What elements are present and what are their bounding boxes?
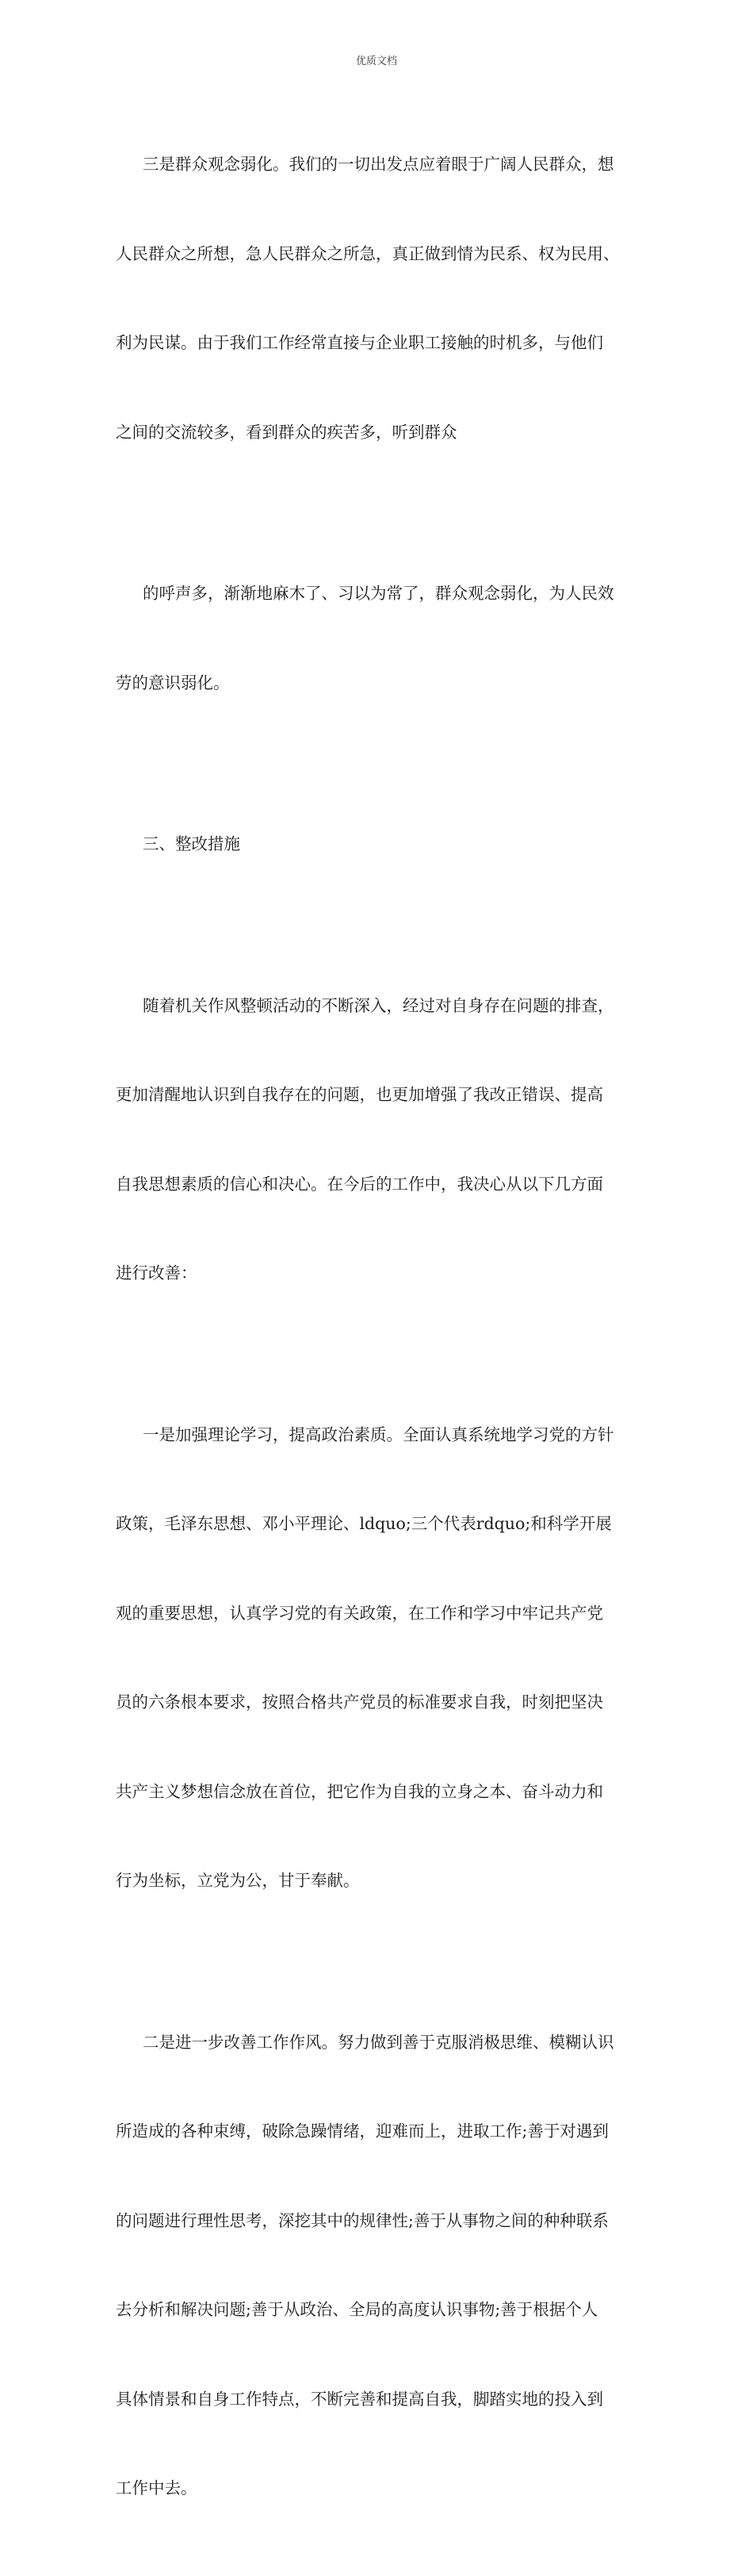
text-line: 行为坐标，立党为公，甘于奉献。 — [116, 1871, 360, 1890]
text-line: 之间的交流较多，看到群众的疾苦多，听到群众 — [116, 422, 457, 442]
section-heading: 三、整改措施 — [143, 834, 240, 853]
text-line: 共产主义梦想信念放在首位，把它作为自我的立身之本、奋斗动力和 — [116, 1781, 603, 1801]
text-line: 进行改善： — [116, 1263, 197, 1282]
text-line: 观的重要思想，认真学习党的有关政策，在工作和学习中牢记共产党 — [116, 1603, 603, 1623]
text-line: 员的六条根本要求，按照合格共产党员的标准要求自我，时刻把坚决 — [116, 1692, 603, 1712]
text-line: 去分析和解决问题;善于从政治、全局的高度认识事物;善于根据个人 — [116, 2300, 598, 2319]
text-line: 工作中去。 — [116, 2478, 197, 2497]
text-line: 的呼声多，渐渐地麻木了、习以为常了，群众观念弱化，为人民效 — [143, 584, 614, 603]
text-line: 所造成的各种束缚，破除急躁情绪，迎难而上，进取工作;善于对遇到 — [116, 2122, 609, 2141]
paragraph-continuation — [116, 519, 640, 757]
text-line: 劳的意识弱化。 — [116, 673, 230, 692]
text-line: 一是加强理论学习，提高政治素质。全面认真系统地学习党的方针 — [143, 1424, 614, 1444]
text-line: 随着机关作风整顿活动的不断深入，经过对自身存在问题的排查， — [143, 995, 614, 1015]
text-line: 自我思想素质的信心和决心。在今后的工作中，我决心从以下几方面 — [116, 1174, 603, 1194]
text-line: 政策，毛泽东思想、邓小平理论、ldquo;三个代表rdquo;和科学开展 — [116, 1514, 612, 1533]
text-line: 三是群众观念弱化。我们的一切出发点应着眼于广阔人民群众，想 — [143, 155, 614, 174]
paragraph-theory-study — [116, 1361, 640, 1956]
page-header: 优质文档 — [355, 56, 397, 67]
paragraph-mass-view-weakened — [116, 90, 640, 507]
text-line: 利为民谋。由于我们工作经常直接与企业职工接触的时机多，与他们 — [116, 333, 603, 352]
text-line: 具体情景和自身工作特点，不断完善和提高自我，脚踏实地的投入到 — [116, 2389, 603, 2409]
text-line: 人民群众之所想，急人民群众之所急，真正做到情为民系、权为民用、 — [116, 243, 620, 263]
paragraph-introduction — [116, 932, 640, 1348]
text-line: 的问题进行理性思考，深挖其中的规律性;善于从事物之间的种种联系 — [116, 2210, 609, 2230]
section-heading-rectification — [116, 770, 640, 919]
text-line: 更加清醒地认识到自我存在的问题，也更加增强了我改正错误、提高 — [116, 1085, 603, 1104]
paragraph-work-style — [116, 1968, 640, 2563]
document-body — [116, 90, 640, 2576]
text-line: 二是进一步改善工作作风。努力做到善于克服消极思维、模糊认识 — [143, 2032, 614, 2052]
